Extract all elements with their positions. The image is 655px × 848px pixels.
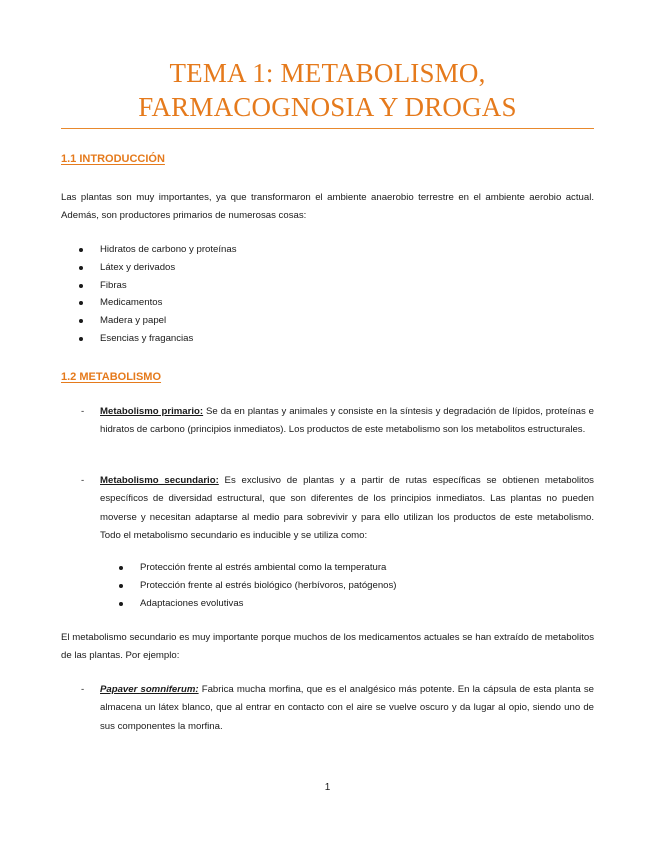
list-item: Látex y derivados — [61, 259, 361, 277]
primary-metabolism-item — [61, 403, 594, 440]
list-item: Medicamentos — [61, 294, 361, 312]
list-item: Adaptaciones evolutivas — [61, 595, 541, 613]
bullet-icon — [119, 602, 123, 606]
secondary-uses-list — [61, 559, 541, 612]
bullet-icon — [79, 337, 83, 341]
intro-paragraph: Las plantas son muy importantes, ya que transformaron el ambiente anaerobio terrestre en el ambiente aerobio actual. Además, son productores primarios de numerosas cosas: — [61, 192, 594, 221]
bullet-icon — [79, 284, 83, 288]
dash-marker: - — [81, 475, 85, 486]
papaver-term: Papaver somniferum: — [100, 684, 199, 695]
intro-bullet-list — [61, 241, 361, 348]
section-heading-introduccion: 1.1 INTRODUCCIÓN — [61, 153, 165, 165]
primary-metabolism-text: Se da en plantas y animales y consiste en la síntesis y degradación de lípidos, proteínas e hidratos de carbono (principios inmediatos). Los productos de este metabolismo son los metabolitos estructurales. — [100, 406, 594, 436]
closing-paragraph: El metabolismo secundario es muy importante porque muchos de los medicamentos actuales se han extraído de metabolitos de las plantas. Por ejemplo: — [61, 632, 594, 661]
section-heading-metabolismo: 1.2 METABOLISMO — [61, 371, 162, 383]
papaver-example-item — [61, 681, 594, 736]
title-line-1: TEMA 1: METABOLISMO, — [169, 58, 486, 88]
bullet-icon — [79, 301, 83, 305]
papaver-text: Fabrica mucha morfina, que es el analgésico más potente. En la cápsula de esta planta se almacena un látex blanco, que al entrar en contacto con el aire se vuelve oscuro y da lugar al opio, siendo uno de sus componentes la morfina. — [100, 684, 594, 732]
page-number: 1 — [324, 782, 331, 793]
list-item: Protección frente al estrés biológico (herbívoros, patógenos) — [61, 577, 541, 595]
secondary-metabolism-item — [61, 472, 594, 546]
title-line-2: FARMACOGNOSIA Y DROGAS — [138, 92, 517, 122]
bullet-icon — [79, 319, 83, 323]
primary-metabolism-term: Metabolismo primario: — [100, 406, 204, 417]
dash-marker: - — [81, 684, 85, 695]
title-divider — [61, 128, 594, 129]
bullet-icon — [119, 584, 123, 588]
list-item: Fibras — [61, 277, 361, 295]
list-item: Madera y papel — [61, 312, 361, 330]
bullet-icon — [79, 248, 83, 252]
bullet-icon — [79, 266, 83, 270]
secondary-metabolism-text: Es exclusivo de plantas y a partir de rutas específicas se obtienen metabolitos específicos de diversidad estructural, que son diferentes de los principios inmediatos. Las plantas no pueden moverse y necesitan adaptarse al medio para sobrevivir y para ello utilizan los productos de este metabolismo. Todo el metabolismo secundario es inducible y se utiliza como: — [100, 475, 594, 542]
document-title — [61, 56, 594, 124]
list-item: Esencias y fragancias — [61, 330, 361, 348]
secondary-metabolism-term: Metabolismo secundario: — [100, 475, 219, 486]
dash-marker: - — [81, 406, 85, 417]
bullet-icon — [119, 566, 123, 570]
list-item: Protección frente al estrés ambiental como la temperatura — [61, 559, 541, 577]
list-item: Hidratos de carbono y proteínas — [61, 241, 361, 259]
